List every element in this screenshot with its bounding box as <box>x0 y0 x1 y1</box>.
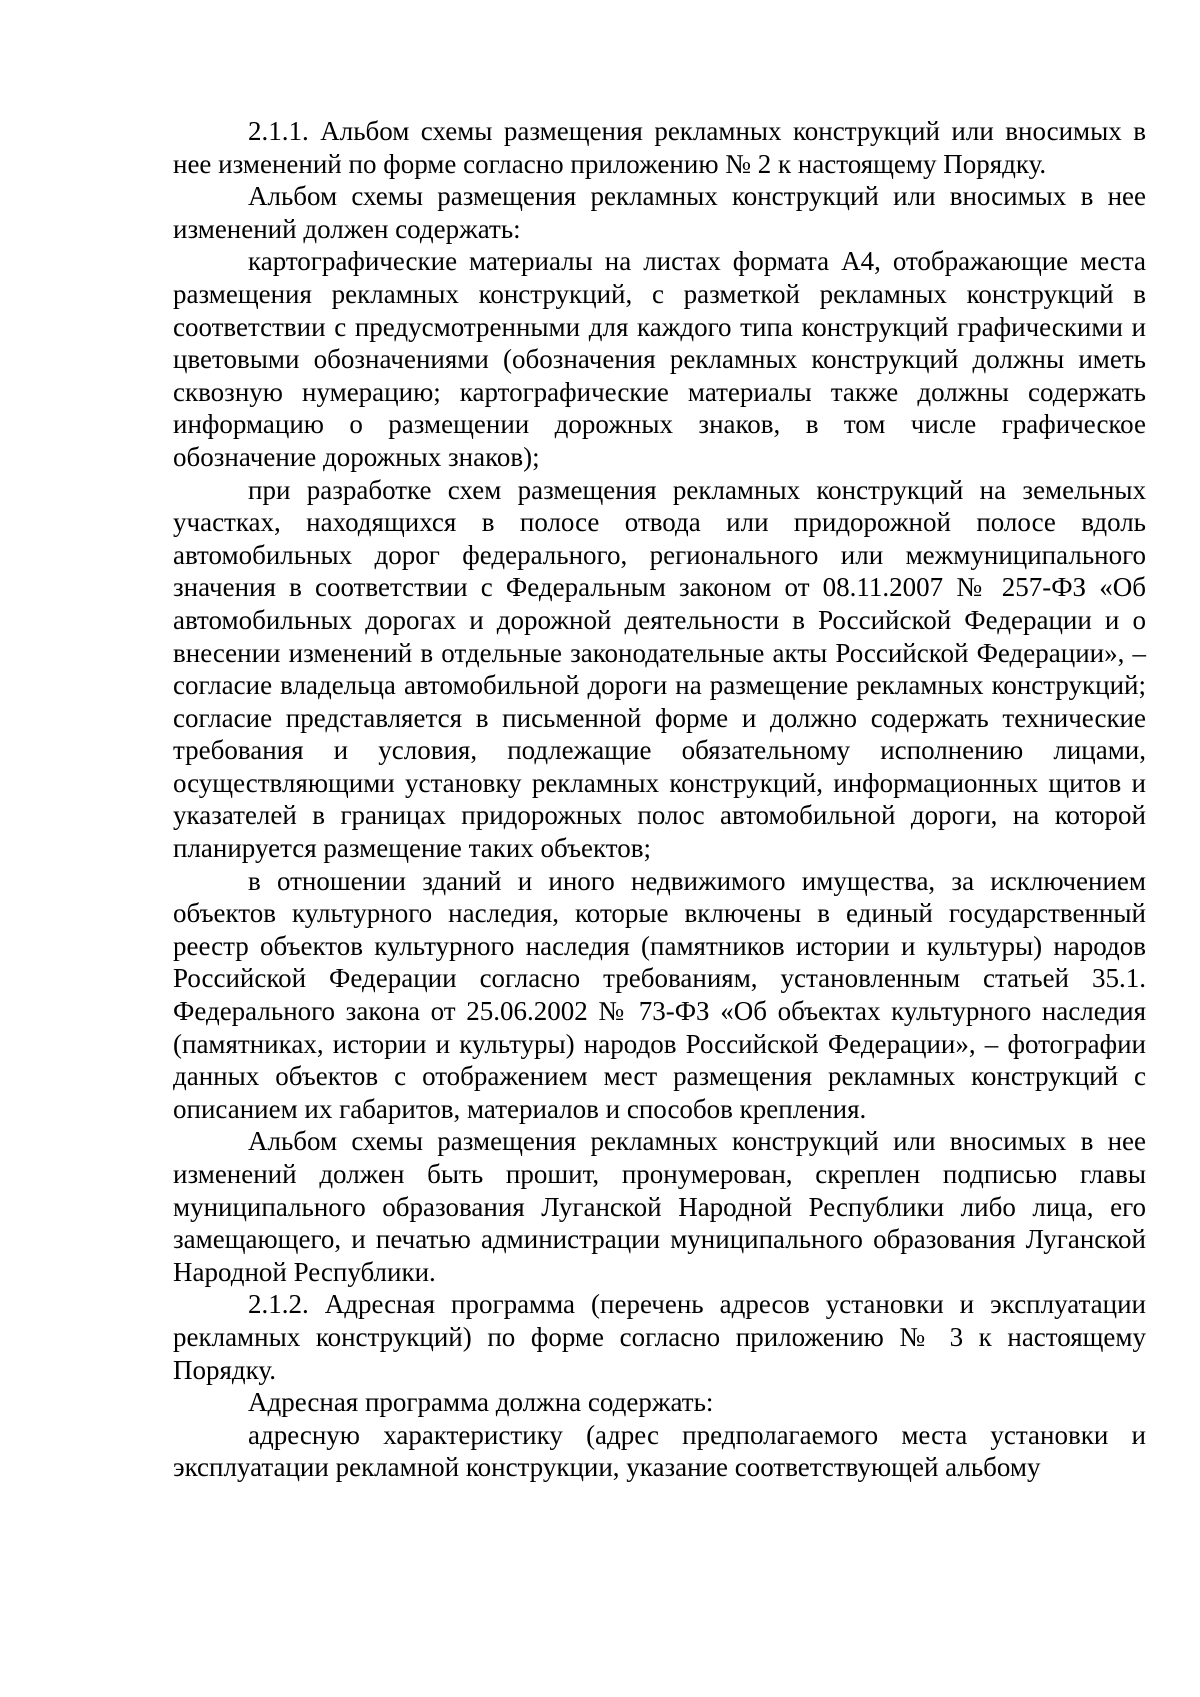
paragraph-address-characteristics: адресную характеристику (адрес предполагаемого места установки и эксплуатации рекламной конструкции, указание соответствующей альбому <box>173 1419 1146 1483</box>
document-body <box>173 115 1146 1484</box>
paragraph-2-1-1: 2.1.1. Альбом схемы размещения рекламных конструкций или вносимых в нее изменений по форме согласно приложению № 2 к настоящему Порядку. <box>173 116 1146 179</box>
paragraph-address-program-intro: Адресная программа должна содержать: <box>248 1387 714 1418</box>
paragraph-2-1-2: 2.1.2. Адресная программа (перечень адресов установки и эксплуатации рекламных конструкций) по форме согласно приложению № 3 к настоящему Порядку. <box>173 1289 1146 1385</box>
paragraph-cartographic-materials: картографические материалы на листах формата А4, отображающие места размещения рекламных конструкций, с разметкой рекламных конструкций в соответствии с предусмотренными для каждого типа конструкций графическими и цветовыми обозначениями (обозначения рекламных конструкций должны иметь сквозную нумерацию; картографические материалы также должны содержать информацию о размещении дорожных знаков, в том числе графическое обозначение дорожных знаков); <box>173 246 1146 472</box>
paragraph-buildings-photos: в отношении зданий и иного недвижимого имущества, за исключением объектов культурного наследия, которые включены в единый государственный реестр объектов культурного наследия (памятников истории и культуры) народов Российской Федерации согласно требованиям, установленным статьей 35.1. Федерального закона от 25.06.2002 № 73-ФЗ «Об объектах культурного наследия (памятниках, истории и культуры) народов Российской Федерации», – фотографии данных объектов с отображением мест размещения рекламных конструкций с описанием их габаритов, материалов и способов крепления. <box>173 865 1146 1124</box>
paragraph-road-owner-consent: при разработке схем размещения рекламных конструкций на земельных участках, находящихся в полосе отвода или придорожной полосе вдоль автомобильных дорог федерального, регионального или межмуниципального значения в соответствии с Федеральным законом от 08.11.2007 № 257-ФЗ «Об автомобильных дорогах и дорожной деятельности в Российской Федерации и о внесении изменений в отдельные законодательные акты Российской Федерации», – согласие владельца автомобильной дороги на размещение рекламных конструкций; согласие представляется в письменной форме и должно содержать технические требования и условия, подлежащие обязательному исполнению лицами, осуществляющими установку рекламных конструкций, информационных щитов и указателей в границах придорожных полос автомобильной дороги, на которой планируется размещение таких объектов; <box>173 474 1146 864</box>
paragraph-album-binding: Альбом схемы размещения рекламных конструкций или вносимых в нее изменений должен быть прошит, пронумерован, скреплен подписью главы муниципального образования Луганской Народной Республики либо лица, его замещающего, и печатью администрации муниципального образования Луганской Народной Республики. <box>173 1126 1146 1287</box>
paragraph-album-contents-intro: Альбом схемы размещения рекламных конструкций или вносимых в нее изменений должен содержать: <box>173 181 1146 244</box>
